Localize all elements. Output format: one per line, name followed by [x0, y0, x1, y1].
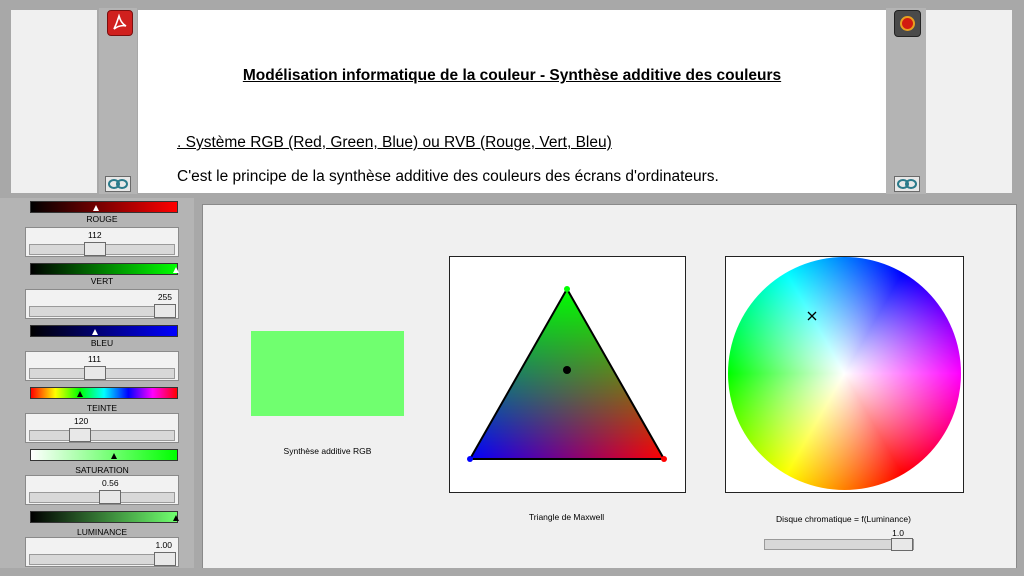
- blue-label: BLEU: [90, 338, 114, 348]
- maxwell-triangle-svg: [450, 257, 685, 492]
- red-gradient-bar: [30, 201, 178, 213]
- stop-button[interactable]: [894, 10, 921, 37]
- hue-label: TEINTE: [86, 403, 118, 413]
- luminance-slider[interactable]: [25, 537, 179, 567]
- loop-button-right[interactable]: [894, 176, 920, 192]
- blue-value: 111: [88, 354, 101, 364]
- top-left-panel: [11, 10, 97, 193]
- saturation-gradient-bar: [30, 449, 178, 461]
- red-slider[interactable]: [25, 227, 179, 257]
- green-gradient-bar: [30, 263, 178, 275]
- blue-slider-thumb[interactable]: [84, 366, 106, 380]
- pdf-button[interactable]: [107, 10, 133, 36]
- triangle-vertex-green: [564, 286, 570, 292]
- luminance-marker: [173, 515, 179, 521]
- stop-icon: [895, 11, 920, 36]
- swatch-caption: Synthèse additive RGB: [283, 446, 372, 456]
- blue-gradient-bar: [30, 325, 178, 337]
- maxwell-triangle-plot: [449, 256, 686, 493]
- loop-icon: [895, 177, 919, 191]
- red-value: 112: [88, 230, 102, 240]
- color-controls-panel: [0, 198, 194, 576]
- hue-value: 120: [74, 416, 89, 426]
- red-marker: [93, 205, 99, 211]
- green-slider-thumb[interactable]: [154, 304, 176, 318]
- disc-luminance-slider[interactable]: [764, 528, 914, 550]
- disc-luminance-thumb[interactable]: [891, 538, 913, 551]
- blue-slider[interactable]: [25, 351, 179, 381]
- red-slider-thumb[interactable]: [84, 242, 106, 256]
- triangle-vertex-blue: [467, 456, 473, 462]
- triangle-vertex-red: [661, 456, 667, 462]
- document-heading-rgb: . Système RGB (Red, Green, Blue) ou RVB (Rouge, Vert, Bleu): [177, 134, 612, 151]
- luminance-value: 1.00: [155, 540, 172, 550]
- loop-button-left[interactable]: [105, 176, 131, 192]
- saturation-marker: [111, 453, 117, 459]
- green-label: VERT: [90, 276, 114, 286]
- top-right-panel: [926, 10, 1012, 193]
- bottom-strip: [0, 568, 1024, 576]
- green-marker: [173, 267, 179, 273]
- red-label: ROUGE: [86, 214, 118, 224]
- saturation-label: SATURATION: [75, 465, 129, 475]
- saturation-slider[interactable]: [25, 475, 179, 505]
- saturation-slider-thumb[interactable]: [99, 490, 121, 504]
- hue-marker: [77, 391, 83, 397]
- disc-luminance-value: 1.0: [892, 528, 904, 538]
- blue-marker: [92, 329, 98, 335]
- triangle-color-point: [563, 366, 571, 374]
- document-title: Modélisation informatique de la couleur - Synthèse additive des couleurs: [242, 67, 782, 84]
- luminance-gradient-bar: [30, 511, 178, 523]
- loop-icon: [106, 177, 130, 191]
- saturation-value: 0.56: [102, 478, 119, 488]
- disc-cross-marker: [808, 312, 816, 320]
- green-value: 255: [157, 292, 172, 302]
- rgb-color-swatch: [251, 331, 404, 416]
- hue-slider-track[interactable]: [29, 430, 175, 441]
- luminance-label: LUMINANCE: [76, 527, 128, 537]
- document-viewer[interactable]: [138, 10, 886, 193]
- hue-slider[interactable]: [25, 413, 179, 443]
- pdf-icon: [108, 11, 132, 35]
- document-paragraph: C'est le principe de la synthèse additive des couleurs des écrans d'ordinateurs.: [177, 168, 719, 185]
- disc-overlay: [726, 257, 963, 492]
- triangle-caption: Triangle de Maxwell: [528, 512, 605, 522]
- green-slider[interactable]: [25, 289, 179, 319]
- disc-caption: Disque chromatique = f(Luminance): [776, 514, 911, 524]
- luminance-slider-thumb[interactable]: [154, 552, 176, 566]
- hue-gradient-bar: [30, 387, 178, 399]
- hue-slider-thumb[interactable]: [69, 428, 91, 442]
- chromatic-disc-plot: [725, 256, 964, 493]
